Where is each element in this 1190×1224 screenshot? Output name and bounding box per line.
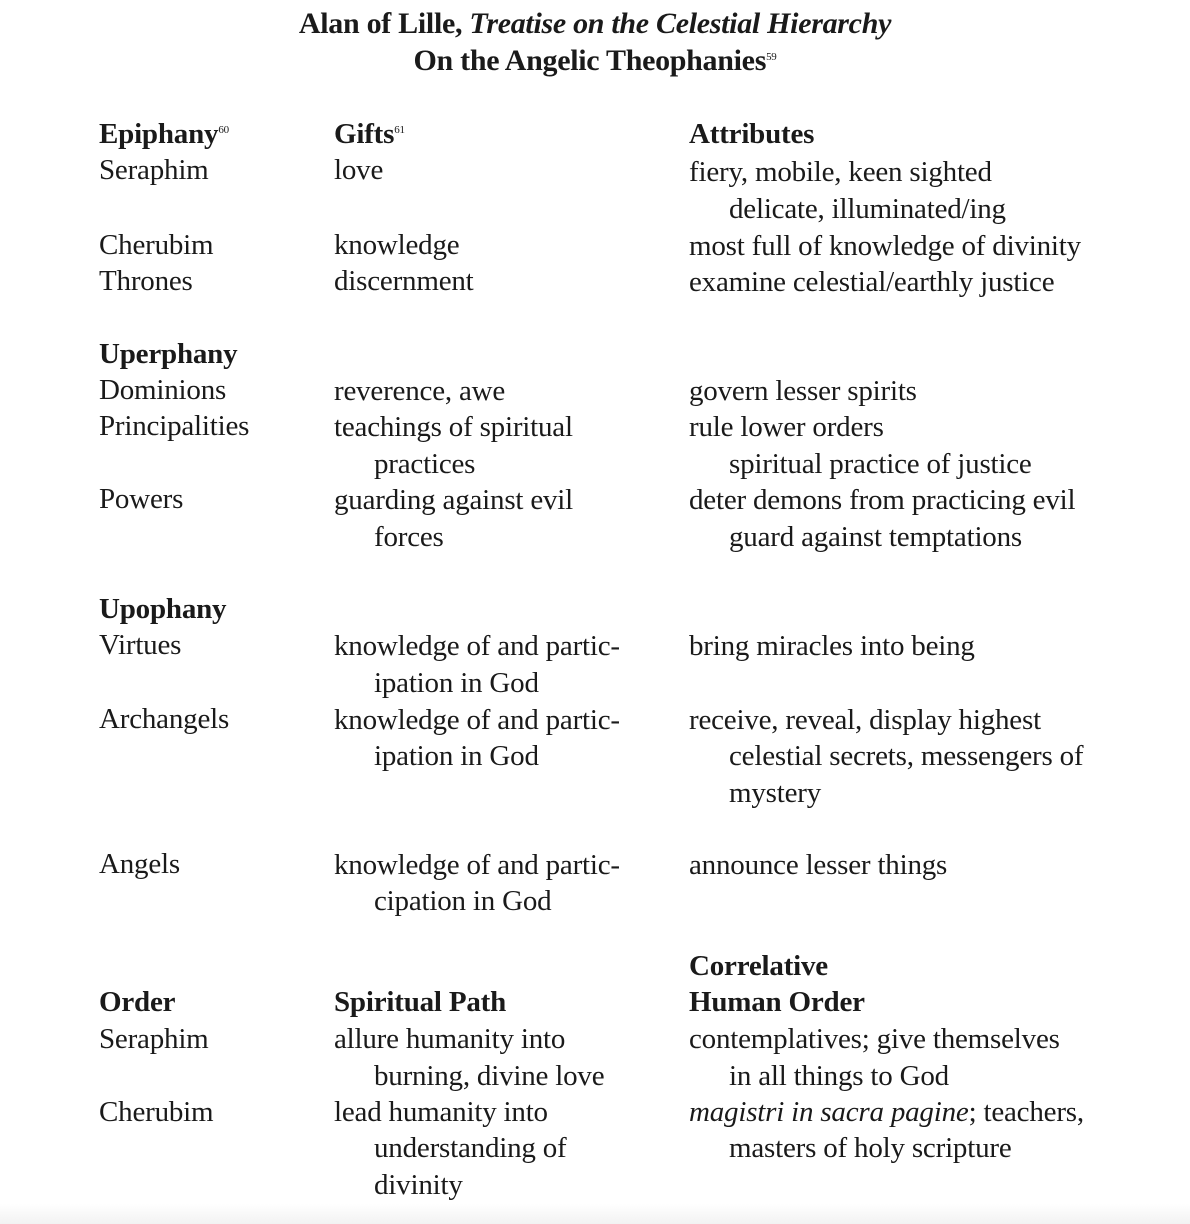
row-name-principalities: Principalities [99, 410, 250, 442]
row-attr-principalities-2: spiritual practice of justice [729, 448, 1032, 480]
row-attr-thrones: examine celestial/earthly justice [689, 266, 1055, 298]
order-path-cherubim-2: understanding of [374, 1132, 567, 1164]
row-name-archangels: Archangels [99, 703, 230, 735]
header-order: Order [99, 986, 176, 1018]
row-name-dominions: Dominions [99, 374, 227, 406]
document-title-line1 [0, 6, 1190, 42]
order-path-cherubim-3: divinity [374, 1169, 463, 1201]
order-human-seraphim-1: contemplatives; give themselves [689, 1023, 1060, 1055]
row-attr-seraphim-1: fiery, mobile, keen sighted [689, 156, 992, 188]
row-gift-virtues-2: ipation in God [374, 667, 539, 699]
row-name-virtues: Virtues [99, 629, 182, 661]
header-human-order: Human Order [689, 986, 865, 1018]
row-attr-archangels-1: receive, reveal, display highest [689, 704, 1041, 736]
row-name-seraphim: Seraphim [99, 154, 209, 186]
row-gift-seraphim: love [334, 154, 384, 186]
row-name-angels: Angels [99, 848, 180, 880]
row-attr-principalities-1: rule lower orders [689, 411, 884, 443]
order-name-cherubim: Cherubim [99, 1096, 214, 1128]
header-correlative: Correlative [689, 950, 828, 982]
header-attributes: Attributes [689, 118, 815, 150]
header-upophany: Upophany [99, 593, 227, 625]
footnote-ref-59: 59 [766, 51, 777, 63]
row-gift-angels-2: cipation in God [374, 885, 552, 917]
row-attr-archangels-3: mystery [729, 777, 822, 809]
order-path-seraphim-1: allure humanity into [334, 1023, 566, 1055]
header-epiphany-label: Epiphany [99, 118, 219, 150]
row-attr-archangels-2: celestial secrets, messengers of [729, 740, 1084, 772]
header-epiphany [99, 116, 229, 152]
row-gift-powers-1: guarding against evil [334, 484, 574, 516]
row-attr-powers-2: guard against temptations [729, 521, 1022, 553]
title-prefix: Alan of Lille, [298, 7, 470, 40]
row-gift-thrones: discernment [334, 265, 474, 297]
document-title-line2 [0, 43, 1190, 79]
row-gift-archangels-1: knowledge of and partic- [334, 704, 620, 736]
header-gifts [334, 116, 405, 152]
row-gift-dominions: reverence, awe [334, 375, 506, 407]
row-attr-seraphim-2: delicate, illuminated/ing [729, 193, 1006, 225]
row-attr-powers-1: deter demons from practicing evil [689, 484, 1076, 516]
subtitle: On the Angelic Theophanies [413, 44, 767, 77]
footnote-ref-61: 61 [394, 124, 405, 136]
row-gift-angels-1: knowledge of and partic- [334, 849, 620, 881]
row-attr-angels: announce lesser things [689, 849, 948, 881]
order-path-seraphim-2: burning, divine love [374, 1060, 605, 1092]
header-uperphany: Uperphany [99, 338, 238, 370]
title-italic: Treatise on the Celestial Hierarchy [469, 7, 892, 40]
order-human-cherubim-1 [689, 1094, 1084, 1130]
row-gift-principalities-1: teachings of spiritual [334, 411, 573, 443]
row-gift-principalities-2: practices [374, 448, 476, 480]
order-human-seraphim-2: in all things to God [729, 1060, 949, 1092]
order-human-cherubim-2: masters of holy scripture [729, 1132, 1012, 1164]
row-gift-archangels-2: ipation in God [374, 740, 539, 772]
row-name-cherubim: Cherubim [99, 229, 214, 261]
header-gifts-label: Gifts [334, 118, 395, 150]
bottom-shadow [0, 1204, 1190, 1224]
row-name-powers: Powers [99, 483, 184, 515]
order-human-cherubim-1-rest: ; teachers, [968, 1096, 1084, 1128]
latin-phrase: magistri in sacra pagine [689, 1096, 969, 1128]
row-gift-cherubim: knowledge [334, 229, 460, 261]
row-name-thrones: Thrones [99, 265, 193, 297]
row-gift-powers-2: forces [374, 521, 444, 553]
footnote-ref-60: 60 [218, 124, 229, 136]
row-attr-dominions: govern lesser spirits [689, 375, 917, 407]
row-gift-virtues-1: knowledge of and partic- [334, 630, 620, 662]
row-attr-virtues: bring miracles into being [689, 630, 975, 662]
order-name-seraphim: Seraphim [99, 1023, 209, 1055]
row-attr-cherubim: most full of knowledge of divinity [689, 230, 1081, 262]
order-path-cherubim-1: lead humanity into [334, 1096, 548, 1128]
header-spiritual-path: Spiritual Path [334, 986, 507, 1018]
